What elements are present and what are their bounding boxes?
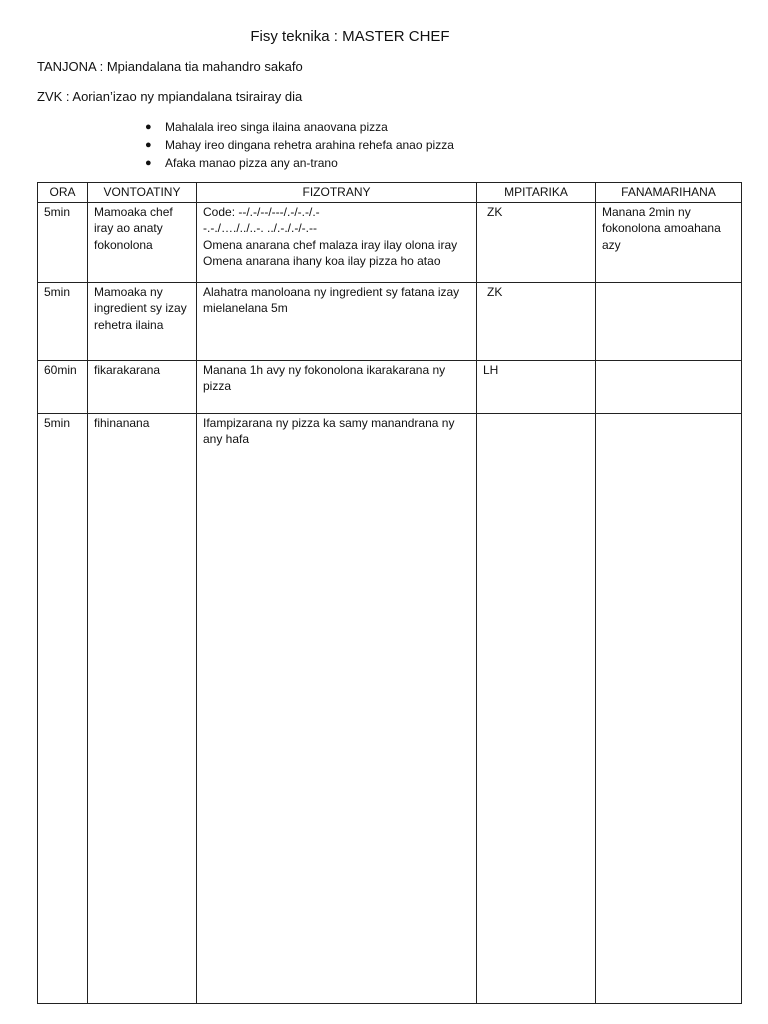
- table-row: [38, 413, 742, 1004]
- session-plan-table: [37, 182, 742, 1004]
- bullet-icon: ●: [145, 121, 152, 133]
- fizotrany-line: Omena anarana chef malaza iray ilay olona iray: [203, 237, 458, 252]
- cell-fizotrany: [197, 360, 477, 413]
- list-item: [145, 154, 454, 172]
- objective-line: TANJONA : Mpiandalana tia mahandro sakafo: [37, 59, 303, 74]
- cell-vontoatiny: fikarakarana: [88, 360, 197, 413]
- fizotrany-line: Alahatra manoloana ny ingredient sy fatana izay mielanelana 5m: [203, 284, 460, 315]
- cell-fizotrany: [197, 282, 477, 360]
- cell-fizotrany: [197, 202, 477, 282]
- list-item-text: Mahay ireo dingana rehetra arahina rehefa anao pizza: [165, 138, 454, 152]
- table-header-row: [38, 183, 742, 203]
- cell-vontoatiny: fihinanana: [88, 413, 197, 1004]
- objectives-list: [145, 118, 454, 172]
- header-fanamarihana: FANAMARIHANA: [596, 183, 742, 203]
- header-mpitarika: MPITARIKA: [477, 183, 596, 203]
- cell-fanamarihana: [596, 360, 742, 413]
- header-vontoatiny: VONTOATINY: [88, 183, 197, 203]
- cell-mpitarika: [477, 413, 596, 1004]
- cell-mpitarika: ZK: [477, 282, 596, 360]
- cell-vontoatiny: Mamoaka ny ingredient sy izay rehetra ilaina: [88, 282, 197, 360]
- table-row: [38, 360, 742, 413]
- zvk-line: ZVK : Aorian’izao ny mpiandalana tsirairay dia: [37, 89, 303, 104]
- fizotrany-line: Ifampizarana ny pizza ka samy manandrana ny any hafa: [203, 415, 455, 446]
- list-item-text: Afaka manao pizza any an-trano: [165, 156, 338, 170]
- cell-ora: 5min: [38, 282, 88, 360]
- list-item: [145, 136, 454, 154]
- fizotrany-line: Code: --/.-/--/---/.-/-.-/.-: [203, 204, 320, 219]
- header-fizotrany: FIZOTRANY: [197, 183, 477, 203]
- table-row: [38, 202, 742, 282]
- cell-ora: 60min: [38, 360, 88, 413]
- bullet-icon: ●: [145, 139, 152, 151]
- fizotrany-line: Manana 1h avy ny fokonolona ikarakarana ny pizza: [203, 362, 446, 393]
- cell-ora: 5min: [38, 202, 88, 282]
- cell-vontoatiny: Mamoaka chef iray ao anaty fokonolona: [88, 202, 197, 282]
- document-title: Fisy teknika : MASTER CHEF: [250, 28, 450, 45]
- fizotrany-line: -.-./…./../..-. ../.-./.-/-.--: [203, 221, 317, 235]
- list-item-text: Mahalala ireo singa ilaina anaovana pizza: [165, 120, 388, 134]
- cell-fizotrany: [197, 413, 477, 1004]
- cell-ora: 5min: [38, 413, 88, 1004]
- cell-mpitarika: ZK: [477, 202, 596, 282]
- cell-fanamarihana: [596, 413, 742, 1004]
- cell-mpitarika: LH: [477, 360, 596, 413]
- table-row: [38, 282, 742, 360]
- cell-fanamarihana: [596, 282, 742, 360]
- bullet-icon: ●: [145, 157, 152, 169]
- cell-fanamarihana: Manana 2min ny fokonolona amoahana azy: [596, 202, 742, 282]
- header-ora: ORA: [38, 183, 88, 203]
- fizotrany-line: Omena anarana ihany koa ilay pizza ho atao: [203, 254, 441, 268]
- list-item: [145, 118, 454, 136]
